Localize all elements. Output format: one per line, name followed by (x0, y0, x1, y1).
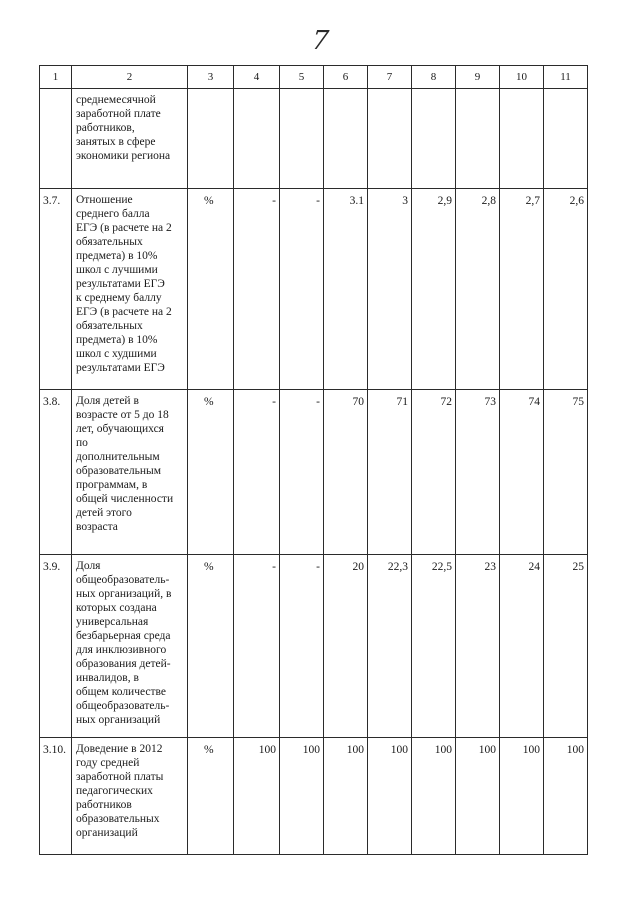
unit-cell (188, 89, 234, 189)
description-line: экономики региона (76, 150, 171, 162)
value-cell (456, 89, 500, 189)
description-line: результатами ЕГЭ (76, 362, 165, 374)
description-line: образовательным (76, 465, 162, 477)
header-cell: 7 (368, 66, 412, 89)
description-line: обязательных (76, 236, 143, 248)
description-line: организаций (76, 827, 138, 839)
header-cell: 8 (412, 66, 456, 89)
description-line: по (76, 437, 88, 449)
row-number: 3.9. (40, 555, 72, 738)
description-line: универсальная (76, 616, 149, 628)
description-line: школ с лучшими (76, 264, 158, 276)
value-cell: 100 (234, 738, 280, 855)
description-line: Отношение (76, 194, 133, 206)
description-line: предмета) в 10% (76, 334, 158, 346)
indicators-table (39, 65, 588, 855)
description-line: возраста (76, 521, 118, 533)
description-line: среднемесячной (76, 94, 156, 106)
value-cell (500, 89, 544, 189)
value-cell (234, 89, 280, 189)
description-line: детей этого (76, 507, 132, 519)
description-line: общеобразователь- (76, 700, 170, 712)
header-cell: 4 (234, 66, 280, 89)
description-line: инвалидов, в (76, 672, 139, 684)
unit-cell: % (188, 189, 234, 390)
header-cell: 5 (280, 66, 324, 89)
value-cell: 2,7 (500, 189, 544, 390)
value-cell: 100 (280, 738, 324, 855)
row-number: 3.7. (40, 189, 72, 390)
table-row (40, 390, 588, 555)
value-cell: 3 (368, 189, 412, 390)
description-line: для инклюзивного (76, 644, 167, 656)
value-cell: 73 (456, 390, 500, 555)
page-number: 7 (310, 26, 331, 56)
unit-cell: % (188, 738, 234, 855)
indicator-description (72, 189, 188, 390)
description-line: образования детей- (76, 658, 171, 670)
description-line: Доведение в 2012 (76, 743, 163, 755)
description-line: возрасте от 5 до 18 (76, 409, 169, 421)
value-cell: 100 (324, 738, 368, 855)
description-line: предмета) в 10% (76, 250, 158, 262)
value-cell: 2,8 (456, 189, 500, 390)
description-line: безбарьерная среда (76, 630, 171, 642)
row-number: 3.8. (40, 390, 72, 555)
header-row (40, 66, 588, 89)
indicator-description (72, 738, 188, 855)
description-line: педагогических (76, 785, 153, 797)
value-cell: 100 (544, 738, 588, 855)
value-cell (412, 89, 456, 189)
description-line: программам, в (76, 479, 148, 491)
description-line: занятых в сфере (76, 136, 156, 148)
indicator-description (72, 390, 188, 555)
description-line: дополнительным (76, 451, 160, 463)
description-line: работников, (76, 122, 135, 134)
table-row (40, 189, 588, 390)
description-line: ЕГЭ (в расчете на 2 (76, 222, 172, 234)
description-line: работников (76, 799, 132, 811)
value-cell: 2,6 (544, 189, 588, 390)
value-cell: 71 (368, 390, 412, 555)
description-line: Доля (76, 560, 101, 572)
description-line: общем количестве (76, 686, 166, 698)
value-cell: 74 (500, 390, 544, 555)
value-cell: 20 (324, 555, 368, 738)
header-cell: 10 (500, 66, 544, 89)
value-cell: 24 (500, 555, 544, 738)
description-line: Доля детей в (76, 395, 139, 407)
description-line: которых создана (76, 602, 157, 614)
unit-cell: % (188, 555, 234, 738)
description-line: ных организаций (76, 714, 161, 726)
table-row (40, 89, 588, 189)
value-cell (280, 89, 324, 189)
indicator-description (72, 89, 188, 189)
value-cell: - (234, 390, 280, 555)
description-line: году средней (76, 757, 140, 769)
header-cell: 2 (72, 66, 188, 89)
description-line: обязательных (76, 320, 143, 332)
value-cell: 2,9 (412, 189, 456, 390)
description-line: лет, обучающихся (76, 423, 164, 435)
description-line: школ с худшими (76, 348, 157, 360)
header-cell: 6 (324, 66, 368, 89)
value-cell: 100 (500, 738, 544, 855)
description-line: среднего балла (76, 208, 150, 220)
header-cell: 1 (40, 66, 72, 89)
description-line: к среднему баллу (76, 292, 162, 304)
value-cell: 23 (456, 555, 500, 738)
header-cell: 3 (188, 66, 234, 89)
unit-cell: % (188, 390, 234, 555)
table-row (40, 738, 588, 855)
value-cell: 25 (544, 555, 588, 738)
value-cell: - (280, 390, 324, 555)
description-line: результатами ЕГЭ (76, 278, 165, 290)
value-cell (544, 89, 588, 189)
value-cell (368, 89, 412, 189)
value-cell: 75 (544, 390, 588, 555)
description-line: образовательных (76, 813, 160, 825)
description-line: ных организаций, в (76, 588, 172, 600)
value-cell: - (280, 555, 324, 738)
table-row (40, 555, 588, 738)
description-line: ЕГЭ (в расчете на 2 (76, 306, 172, 318)
value-cell: 100 (412, 738, 456, 855)
value-cell: - (234, 189, 280, 390)
value-cell: 22,3 (368, 555, 412, 738)
value-cell: 3.1 (324, 189, 368, 390)
row-number (40, 89, 72, 189)
value-cell (324, 89, 368, 189)
description-line: заработной платы (76, 771, 164, 783)
indicator-description (72, 555, 188, 738)
value-cell: 22,5 (412, 555, 456, 738)
description-line: заработной плате (76, 108, 161, 120)
value-cell: 72 (412, 390, 456, 555)
row-number: 3.10. (40, 738, 72, 855)
value-cell: - (280, 189, 324, 390)
description-line: общей численности (76, 493, 174, 505)
header-cell: 9 (456, 66, 500, 89)
description-line: общеобразователь- (76, 574, 170, 586)
header-cell: 11 (544, 66, 588, 89)
value-cell: 70 (324, 390, 368, 555)
value-cell: - (234, 555, 280, 738)
value-cell: 100 (456, 738, 500, 855)
value-cell: 100 (368, 738, 412, 855)
